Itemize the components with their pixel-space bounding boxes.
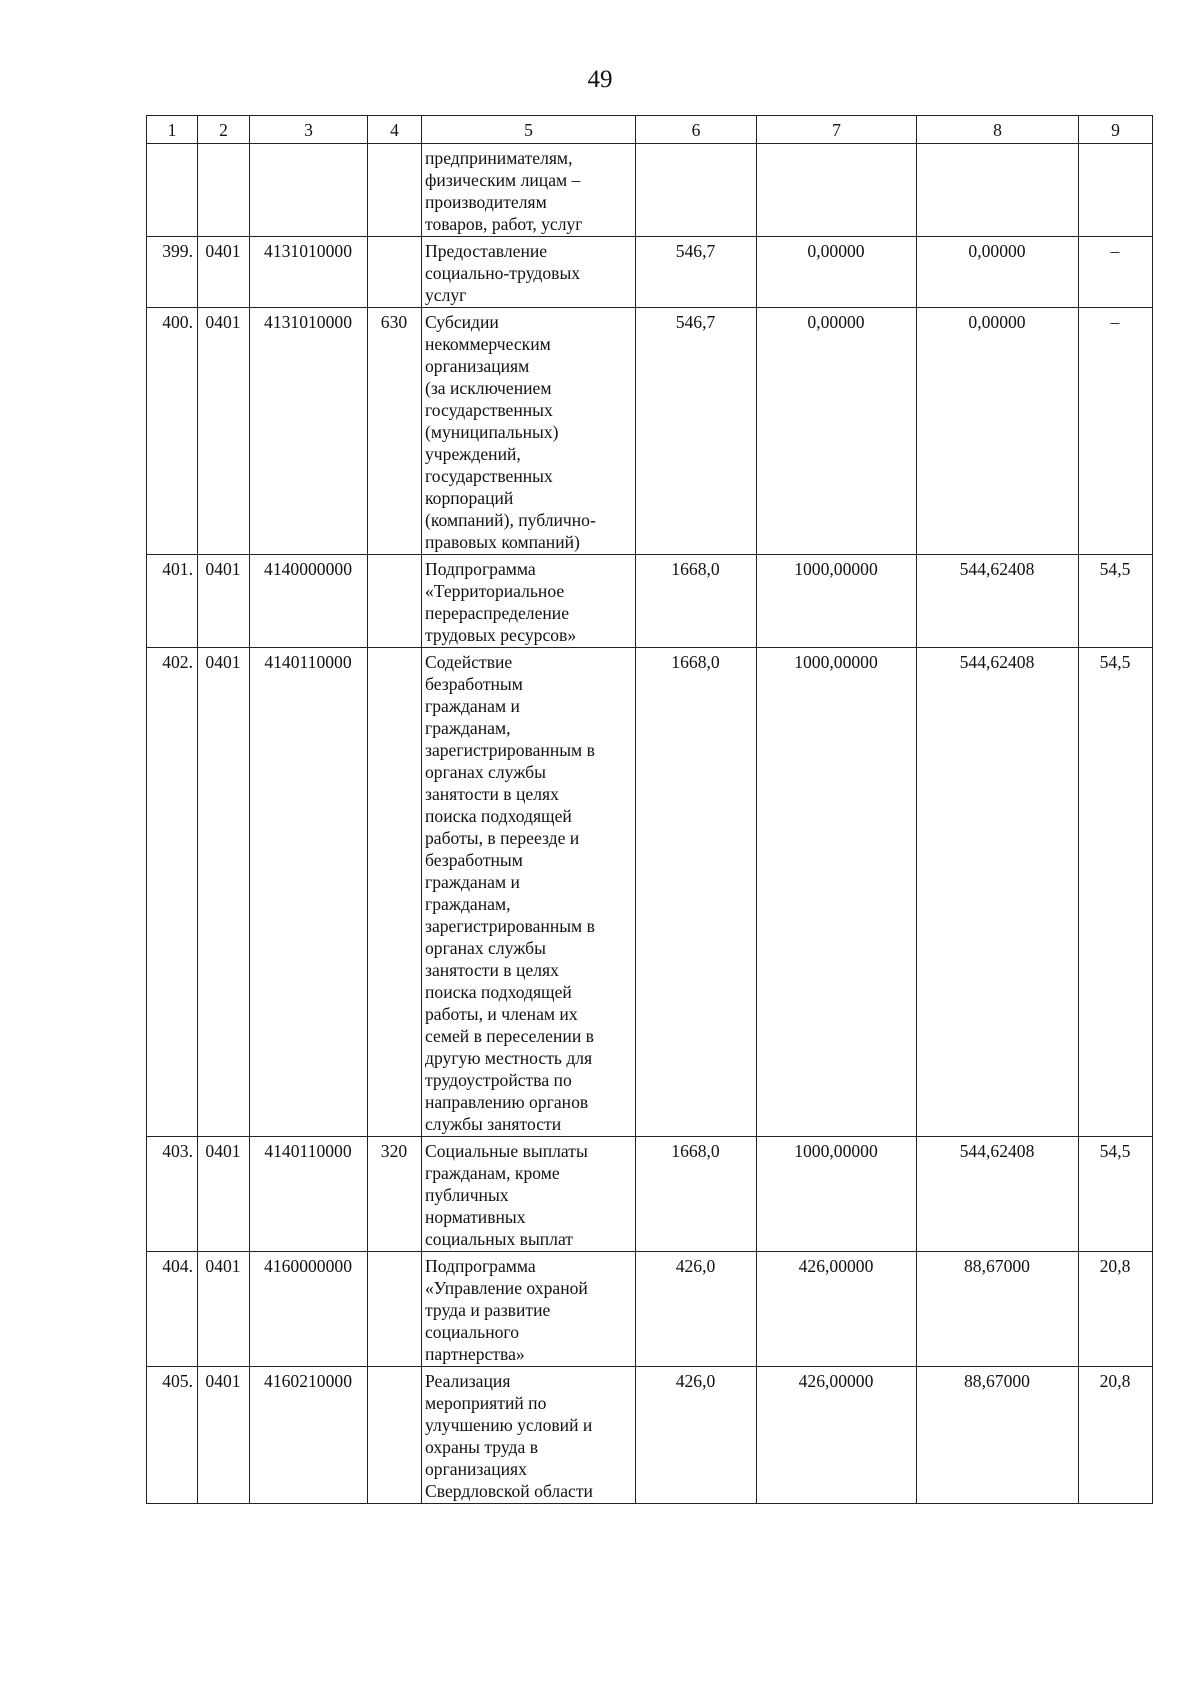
value-col9-cell: 54,5	[1079, 648, 1153, 1137]
target-code-cell: 4140000000	[250, 555, 368, 648]
value-col9-cell: 20,8	[1079, 1367, 1153, 1504]
table-row	[147, 144, 1153, 237]
section-code-cell: 0401	[198, 648, 250, 1137]
expense-type-cell	[368, 648, 422, 1137]
value-col8-cell: 88,67000	[917, 1252, 1079, 1367]
value-col7-cell: 1000,00000	[757, 555, 917, 648]
value-col8-cell: 0,00000	[917, 237, 1079, 308]
header-cell: 1	[147, 116, 198, 144]
value-col7-cell: 1000,00000	[757, 648, 917, 1137]
table-row	[147, 648, 1153, 1137]
expense-type-cell: 320	[368, 1137, 422, 1252]
section-code-cell: 0401	[198, 308, 250, 555]
value-col6-cell	[636, 144, 757, 237]
row-number-cell: 405.	[147, 1367, 198, 1504]
table-row	[147, 1137, 1153, 1252]
row-number-cell: 401.	[147, 555, 198, 648]
item-name-cell: Социальные выплаты гражданам, кроме публичных нормативных социальных выплат	[422, 1137, 636, 1252]
value-col8-cell	[917, 144, 1079, 237]
item-name-cell: Подпрограмма «Управление охраной труда и развитие социального партнерства»	[422, 1252, 636, 1367]
item-name-cell: Подпрограмма «Территориальное перераспределение трудовых ресурсов»	[422, 555, 636, 648]
header-cell: 2	[198, 116, 250, 144]
value-col6-cell: 1668,0	[636, 1137, 757, 1252]
value-col8-cell: 88,67000	[917, 1367, 1079, 1504]
value-col6-cell: 426,0	[636, 1252, 757, 1367]
header-cell: 7	[757, 116, 917, 144]
value-col7-cell: 0,00000	[757, 308, 917, 555]
expense-type-cell: 630	[368, 308, 422, 555]
budget-table	[146, 115, 1153, 1504]
row-number-cell: 400.	[147, 308, 198, 555]
header-cell: 8	[917, 116, 1079, 144]
item-name-cell: Субсидии некоммерческим организациям (за исключением государственных (муниципальных) учреждений, государственных корпораций (компаний), публично- правовых компаний)	[422, 308, 636, 555]
header-cell: 3	[250, 116, 368, 144]
value-col9-cell: 20,8	[1079, 1252, 1153, 1367]
value-col8-cell: 0,00000	[917, 308, 1079, 555]
value-col9-cell: 54,5	[1079, 1137, 1153, 1252]
header-cell: 6	[636, 116, 757, 144]
target-code-cell: 4160210000	[250, 1367, 368, 1504]
page-number: 49	[587, 66, 613, 93]
target-code-cell: 4131010000	[250, 308, 368, 555]
value-col7-cell: 1000,00000	[757, 1137, 917, 1252]
table-row	[147, 1252, 1153, 1367]
value-col6-cell: 426,0	[636, 1367, 757, 1504]
value-col7-cell: 426,00000	[757, 1252, 917, 1367]
value-col6-cell: 546,7	[636, 308, 757, 555]
section-code-cell: 0401	[198, 1137, 250, 1252]
table-row	[147, 308, 1153, 555]
value-col6-cell: 1668,0	[636, 648, 757, 1137]
target-code-cell: 4140110000	[250, 1137, 368, 1252]
value-col9-cell: 54,5	[1079, 555, 1153, 648]
row-number-cell: 399.	[147, 237, 198, 308]
expense-type-cell	[368, 1252, 422, 1367]
row-number-cell: 404.	[147, 1252, 198, 1367]
item-name-cell: предпринимателям, физическим лицам – производителям товаров, работ, услуг	[422, 144, 636, 237]
expense-type-cell	[368, 1367, 422, 1504]
value-col8-cell: 544,62408	[917, 648, 1079, 1137]
item-name-cell: Содействие безработным гражданам и гражданам, зарегистрированным в органах службы занятости в целях поиска подходящей работы, в переезде и безработным гражданам и гражданам, зарегистрированным в органах службы занятости в целях поиска подходящей работы, и членам их семей в переселении в другую местность для трудоустройства по направлению органов службы занятости	[422, 648, 636, 1137]
row-number-cell: 402.	[147, 648, 198, 1137]
header-cell: 9	[1079, 116, 1153, 144]
value-col9-cell: –	[1079, 308, 1153, 555]
table-header-row	[147, 116, 1153, 144]
section-code-cell	[198, 144, 250, 237]
value-col9-cell: –	[1079, 237, 1153, 308]
value-col7-cell: 426,00000	[757, 1367, 917, 1504]
section-code-cell: 0401	[198, 555, 250, 648]
value-col8-cell: 544,62408	[917, 1137, 1079, 1252]
value-col6-cell: 546,7	[636, 237, 757, 308]
table-row	[147, 237, 1153, 308]
row-number-cell: 403.	[147, 1137, 198, 1252]
target-code-cell: 4131010000	[250, 237, 368, 308]
row-number-cell	[147, 144, 198, 237]
value-col7-cell	[757, 144, 917, 237]
table-row	[147, 1367, 1153, 1504]
section-code-cell: 0401	[198, 1252, 250, 1367]
expense-type-cell	[368, 555, 422, 648]
section-code-cell: 0401	[198, 237, 250, 308]
value-col6-cell: 1668,0	[636, 555, 757, 648]
table-row	[147, 555, 1153, 648]
item-name-cell: Предоставление социально-трудовых услуг	[422, 237, 636, 308]
value-col9-cell	[1079, 144, 1153, 237]
target-code-cell	[250, 144, 368, 237]
section-code-cell: 0401	[198, 1367, 250, 1504]
expense-type-cell	[368, 144, 422, 237]
target-code-cell: 4160000000	[250, 1252, 368, 1367]
value-col7-cell: 0,00000	[757, 237, 917, 308]
item-name-cell: Реализация мероприятий по улучшению условий и охраны труда в организациях Свердловской области	[422, 1367, 636, 1504]
table-body	[147, 116, 1153, 1504]
value-col8-cell: 544,62408	[917, 555, 1079, 648]
header-cell: 4	[368, 116, 422, 144]
target-code-cell: 4140110000	[250, 648, 368, 1137]
expense-type-cell	[368, 237, 422, 308]
header-cell: 5	[422, 116, 636, 144]
